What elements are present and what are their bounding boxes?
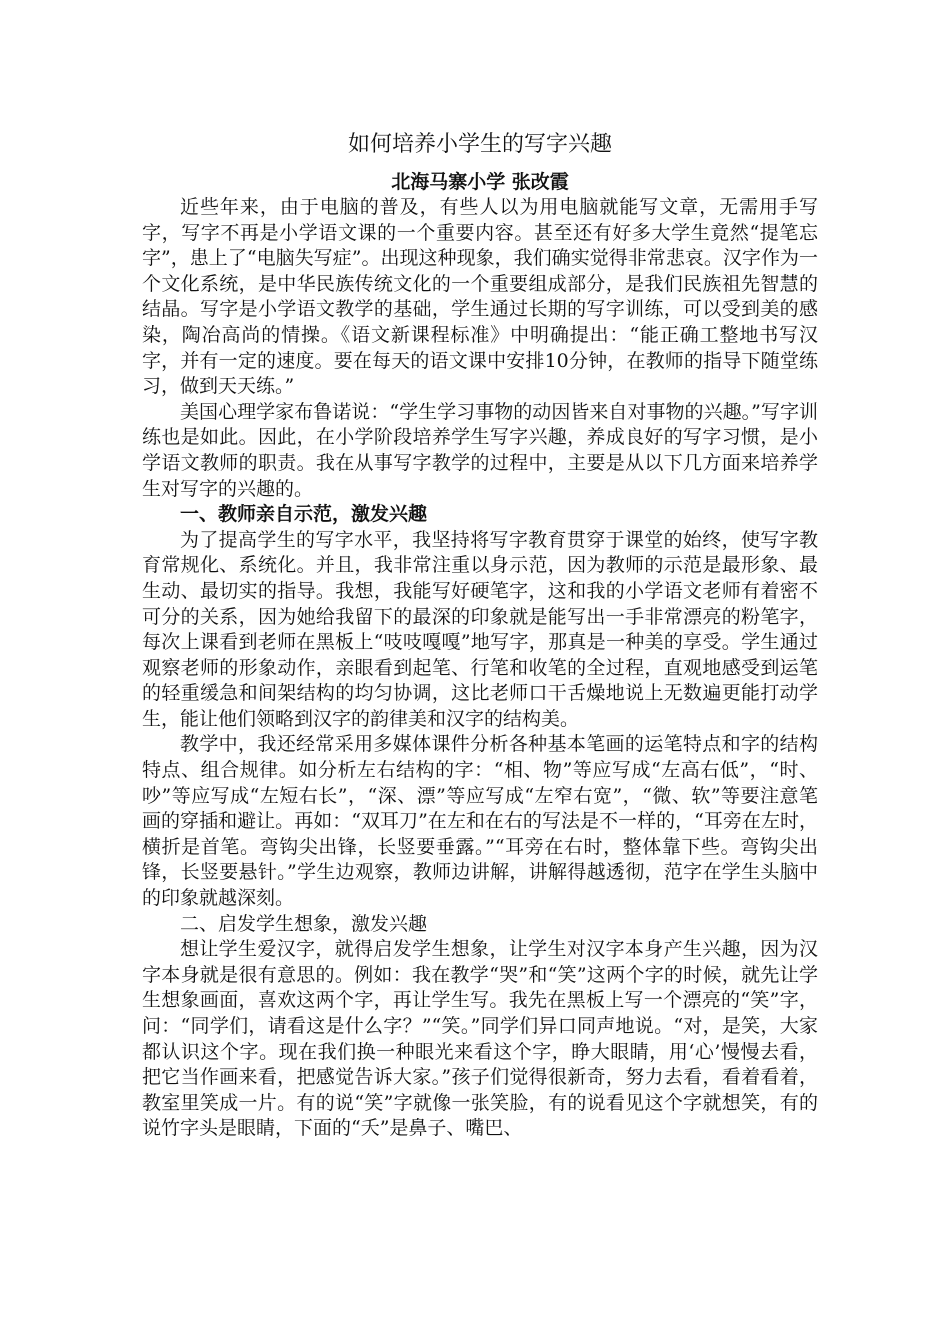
paragraph-imagination: 想让学生爱汉字，就得启发学生想象，让学生对汉字本身产生兴趣，因为汉字本身就是很有意思的。例如：我在教学“哭”和“笑”这两个字的时候，就先让学生想象画面，喜欢这两个字，再让学生写。我先在黑板上写一个漂亮的“笑”字，问：“同学们，请看这是什么字？”“笑。”同学们异口同声地说。“对，是笑，大家都认识这个字。现在我们换一种眼光来看这个字，睁大眼睛，用‘心’慢慢去看，把它当作画来看，把感觉告诉大家。”孩子们觉得很新奇，努力去看，看着看着，教室里笑成一片。有的说“笑”字就像一张笑脸，有的说看见这个字就想笑，有的说竹字头是眼睛，下面的“夭”是鼻子、嘴巴、	[142, 938, 818, 1140]
paragraph-demonstration: 为了提高学生的写字水平，我坚持将写字教育贯穿于课堂的始终，使写字教育常规化、系统化。并且，我非常注重以身示范，因为教师的示范是最形象、最生动、最切实的指导。我想，我能写好硬笔字，这和我的小学语文老师有着密不可分的关系，因为她给我留下的最深的印象就是能写出一手非常漂亮的粉笔字，每次上课看到老师在黑板上“吱吱嘎嘎”地写字，那真是一种美的享受。学生通过观察老师的形象动作，亲眼看到起笔、行笔和收笔的全过程，直观地感受到运笔的轻重缓急和间架结构的均匀协调，这比老师口干舌燥地说上无数遍更能打动学生，能让他们领略到汉字的韵律美和汉字的结构美。	[142, 528, 818, 730]
document-title: 如何培养小学生的写字兴趣	[347, 132, 612, 157]
section-heading-2: 二、启发学生想象，激发兴趣	[180, 912, 428, 935]
document-page	[142, 130, 818, 1142]
document-author: 北海马寨小学 张改霞	[391, 171, 569, 193]
section-heading-1: 一、教师亲自示范，激发兴趣	[180, 503, 428, 526]
paragraph-bruner: 美国心理学家布鲁诺说：“学生学习事物的动因皆来自对事物的兴趣。”写字训练也是如此。因此，在小学阶段培养学生写字兴趣，养成良好的写字习惯，是小学语文教师的职责。我在从事写字教学的过程中，主要是从以下几方面来培养学生对写字的兴趣的。	[142, 400, 818, 500]
paragraph-intro: 近些年来，由于电脑的普及，有些人以为用电脑就能写文章，无需用手写字，写字不再是小学语文课的一个重要内容。甚至还有好多大学生竟然“提笔忘字”，患上了“电脑失写症”。出现这种现象，我们确实觉得非常悲哀。汉字作为一个文化系统，是中华民族传统文化的一个重要组成部分，是我们民族祖先智慧的结晶。写字是小学语文教学的基础，学生通过长期的写字训练，可以受到美的感染，陶冶高尚的情操。《语文新课程标准》中明确提出：“能正确工整地书写汉字，并有一定的速度。要在每天的语文课中安排10分钟，在教师的指导下随堂练习，做到天天练。”	[142, 196, 818, 398]
paragraph-multimedia: 教学中，我还经常采用多媒体课件分析各种基本笔画的运笔特点和字的结构特点、组合规律。如分析左右结构的字：“相、物”等应写成“左高右低”，“时、吵”等应写成“左短右长”，“深、漂”等应写成“左窄右宽”，“微、软”等要注意笔画的穿插和避让。再如：“双耳刀”在左和在右的写法是不一样的，“耳旁在左时，横折是首笔。弯钩尖出锋，长竖要垂露。”“耳旁在右时，整体靠下些。弯钩尖出锋，长竖要悬针。”学生边观察，教师边讲解，讲解得越透彻，范字在学生头脑中的印象就越深刻。	[142, 733, 818, 910]
